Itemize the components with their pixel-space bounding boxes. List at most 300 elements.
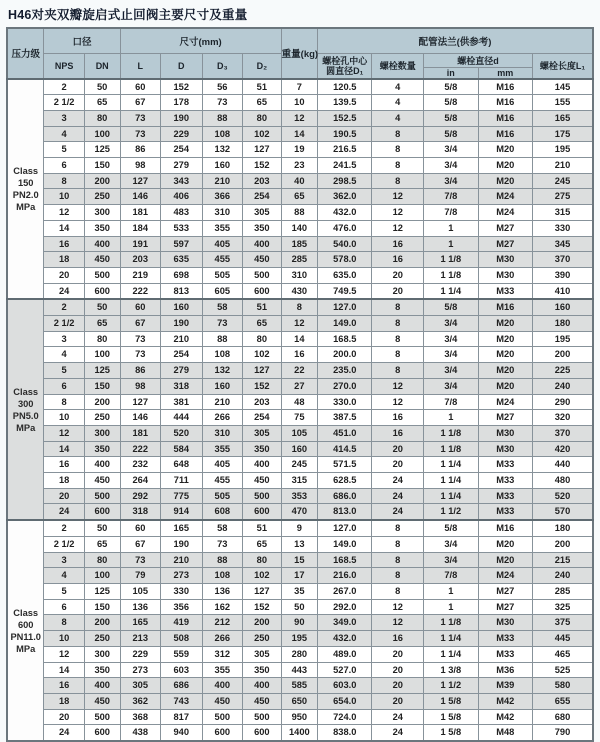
cell-bolt-circle-d1: 235.0 (318, 363, 372, 379)
cell-bolt-length: 465 (533, 646, 593, 662)
header-bolt-circle-line1: 螺栓孔中心 (322, 55, 368, 66)
cell-bolt-dia-mm: M33 (478, 457, 532, 473)
cell-bolt-dia-in: 1 1/4 (424, 488, 478, 504)
cell-bolt-dia-in: 3/4 (424, 552, 478, 568)
cell-dn: 65 (84, 536, 120, 552)
cell-d2: 127 (243, 142, 282, 158)
cell-d3: 108 (202, 568, 242, 584)
cell-d: 584 (160, 441, 202, 457)
cell-weight: 14 (281, 331, 317, 347)
table-row (7, 473, 593, 489)
cell-bolt-qty: 8 (372, 584, 424, 600)
cell-d3: 455 (202, 252, 242, 268)
cell-weight: 17 (281, 568, 317, 584)
cell-bolt-dia-mm: M33 (478, 646, 532, 662)
cell-bolt-length: 375 (533, 615, 593, 631)
cell-bolt-circle-d1: 152.5 (318, 110, 372, 126)
cell-bolt-circle-d1: 149.0 (318, 536, 372, 552)
cell-bolt-dia-in: 5/8 (424, 520, 478, 536)
pressure-class-line: 150 (17, 177, 34, 188)
cell-bolt-qty: 8 (372, 299, 424, 315)
cell-bolt-dia-in: 7/8 (424, 568, 478, 584)
cell-weight: 12 (281, 316, 317, 332)
cell-bolt-dia-in: 1 1/8 (424, 615, 478, 631)
table-row (7, 584, 593, 600)
cell-d: 508 (160, 631, 202, 647)
cell-bolt-dia-mm: M16 (478, 95, 532, 111)
cell-d3: 73 (202, 316, 242, 332)
cell-l: 181 (120, 425, 160, 441)
cell-bolt-dia-in: 3/4 (424, 347, 478, 363)
cell-nps: 24 (44, 504, 84, 520)
cell-bolt-length: 315 (533, 205, 593, 221)
cell-dn: 150 (84, 378, 120, 394)
cell-bolt-dia-mm: M48 (478, 725, 532, 741)
cell-bolt-qty: 16 (372, 410, 424, 426)
cell-nps: 16 (44, 457, 84, 473)
cell-l: 86 (120, 142, 160, 158)
cell-bolt-dia-mm: M24 (478, 189, 532, 205)
cell-d: 356 (160, 599, 202, 615)
cell-weight: 650 (281, 693, 317, 709)
cell-bolt-qty: 8 (372, 520, 424, 536)
cell-d2: 350 (243, 220, 282, 236)
cell-d: 775 (160, 488, 202, 504)
cell-bolt-qty: 16 (372, 252, 424, 268)
cell-dn: 500 (84, 488, 120, 504)
cell-bolt-dia-in: 1 5/8 (424, 709, 478, 725)
cell-bolt-qty: 20 (372, 662, 424, 678)
cell-dn: 80 (84, 110, 120, 126)
table-row (7, 267, 593, 283)
cell-bolt-length: 420 (533, 441, 593, 457)
cell-bolt-qty: 8 (372, 316, 424, 332)
cell-l: 213 (120, 631, 160, 647)
cell-d3: 56 (202, 79, 242, 95)
cell-weight: 140 (281, 220, 317, 236)
cell-weight: 160 (281, 441, 317, 457)
cell-bolt-qty: 16 (372, 631, 424, 647)
cell-bolt-length: 240 (533, 378, 593, 394)
table-row (7, 110, 593, 126)
cell-d2: 500 (243, 267, 282, 283)
cell-weight: 40 (281, 173, 317, 189)
cell-d: 210 (160, 331, 202, 347)
cell-d2: 450 (243, 473, 282, 489)
table-header (7, 28, 593, 79)
cell-bolt-length: 580 (533, 678, 593, 694)
cell-nps: 4 (44, 126, 84, 142)
cell-weight: 75 (281, 410, 317, 426)
cell-dn: 200 (84, 394, 120, 410)
cell-nps: 8 (44, 173, 84, 189)
cell-d2: 102 (243, 126, 282, 142)
table-row (7, 173, 593, 189)
cell-l: 127 (120, 394, 160, 410)
cell-bolt-dia-mm: M39 (478, 678, 532, 694)
cell-d3: 400 (202, 678, 242, 694)
cell-bolt-qty: 8 (372, 158, 424, 174)
cell-d3: 210 (202, 394, 242, 410)
cell-l: 60 (120, 79, 160, 95)
cell-d3: 132 (202, 363, 242, 379)
pressure-class-cell (7, 299, 44, 520)
cell-l: 318 (120, 504, 160, 520)
cell-d2: 51 (243, 520, 282, 536)
cell-d2: 102 (243, 568, 282, 584)
cell-dn: 300 (84, 425, 120, 441)
cell-bolt-circle-d1: 432.0 (318, 205, 372, 221)
cell-nps: 6 (44, 599, 84, 615)
table-row (7, 95, 593, 111)
cell-bolt-dia-mm: M16 (478, 520, 532, 536)
cell-bolt-qty: 8 (372, 568, 424, 584)
cell-bolt-qty: 4 (372, 95, 424, 111)
table-row (7, 378, 593, 394)
cell-d: 813 (160, 283, 202, 299)
cell-d: 190 (160, 316, 202, 332)
cell-weight: 7 (281, 79, 317, 95)
cell-weight: 353 (281, 488, 317, 504)
cell-bolt-qty: 20 (372, 267, 424, 283)
table-row (7, 331, 593, 347)
cell-nps: 10 (44, 189, 84, 205)
cell-bolt-dia-mm: M16 (478, 126, 532, 142)
cell-dn: 100 (84, 568, 120, 584)
header-d2: D₂ (243, 53, 282, 79)
cell-bolt-dia-mm: M27 (478, 410, 532, 426)
table-row (7, 189, 593, 205)
cell-d: 152 (160, 79, 202, 95)
cell-bolt-dia-in: 1 (424, 220, 478, 236)
cell-d2: 400 (243, 457, 282, 473)
cell-bolt-length: 790 (533, 725, 593, 741)
cell-l: 73 (120, 110, 160, 126)
cell-bolt-dia-mm: M27 (478, 220, 532, 236)
cell-bolt-length: 525 (533, 662, 593, 678)
table-row (7, 220, 593, 236)
cell-d2: 51 (243, 79, 282, 95)
cell-d3: 162 (202, 599, 242, 615)
cell-bolt-dia-in: 3/4 (424, 173, 478, 189)
cell-dn: 350 (84, 441, 120, 457)
cell-bolt-length: 445 (533, 631, 593, 647)
cell-bolt-length: 180 (533, 316, 593, 332)
cell-weight: 185 (281, 236, 317, 252)
cell-d: 190 (160, 110, 202, 126)
cell-bolt-circle-d1: 127.0 (318, 299, 372, 315)
cell-dn: 350 (84, 662, 120, 678)
cell-weight: 48 (281, 394, 317, 410)
cell-d3: 505 (202, 267, 242, 283)
header-bolt-length: 螺栓长度L₁ (533, 53, 593, 79)
cell-bolt-qty: 12 (372, 220, 424, 236)
cell-d2: 400 (243, 236, 282, 252)
cell-nps: 18 (44, 473, 84, 489)
cell-d3: 355 (202, 662, 242, 678)
cell-d2: 254 (243, 189, 282, 205)
cell-nps: 5 (44, 584, 84, 600)
cell-weight: 315 (281, 473, 317, 489)
cell-d3: 160 (202, 378, 242, 394)
cell-bolt-circle-d1: 168.5 (318, 331, 372, 347)
cell-d: 381 (160, 394, 202, 410)
cell-d: 914 (160, 504, 202, 520)
cell-bolt-length: 520 (533, 488, 593, 504)
pressure-class-cell (7, 79, 44, 300)
cell-nps: 2 1/2 (44, 536, 84, 552)
cell-d3: 310 (202, 205, 242, 221)
cell-bolt-length: 195 (533, 142, 593, 158)
cell-d: 254 (160, 142, 202, 158)
cell-bolt-qty: 16 (372, 236, 424, 252)
cell-dn: 250 (84, 410, 120, 426)
cell-weight: 15 (281, 552, 317, 568)
cell-bolt-qty: 8 (372, 536, 424, 552)
cell-weight: 585 (281, 678, 317, 694)
table-row (7, 552, 593, 568)
cell-d3: 405 (202, 457, 242, 473)
cell-dn: 250 (84, 631, 120, 647)
cell-dn: 300 (84, 646, 120, 662)
cell-bolt-length: 440 (533, 457, 593, 473)
cell-nps: 4 (44, 347, 84, 363)
cell-l: 86 (120, 363, 160, 379)
cell-bolt-dia-mm: M30 (478, 267, 532, 283)
cell-bolt-dia-in: 7/8 (424, 189, 478, 205)
cell-l: 222 (120, 441, 160, 457)
cell-weight: 280 (281, 646, 317, 662)
cell-bolt-dia-in: 1 5/8 (424, 725, 478, 741)
cell-bolt-dia-in: 3/4 (424, 158, 478, 174)
cell-bolt-dia-in: 3/4 (424, 363, 478, 379)
cell-bolt-qty: 12 (372, 394, 424, 410)
cell-d: 686 (160, 678, 202, 694)
cell-d2: 350 (243, 441, 282, 457)
table-row (7, 425, 593, 441)
cell-d: 520 (160, 425, 202, 441)
cell-l: 305 (120, 678, 160, 694)
cell-bolt-qty: 20 (372, 283, 424, 299)
header-bolt-dia: 螺栓直径d (424, 53, 533, 67)
cell-bolt-dia-mm: M27 (478, 236, 532, 252)
cell-bolt-dia-mm: M20 (478, 173, 532, 189)
cell-bolt-circle-d1: 330.0 (318, 394, 372, 410)
cell-nps: 5 (44, 363, 84, 379)
cell-dn: 500 (84, 709, 120, 725)
cell-d2: 80 (243, 552, 282, 568)
table-row (7, 126, 593, 142)
cell-weight: 105 (281, 425, 317, 441)
cell-l: 191 (120, 236, 160, 252)
cell-dn: 450 (84, 252, 120, 268)
cell-d2: 500 (243, 488, 282, 504)
pressure-class-line: Class (13, 607, 39, 618)
header-bore: 口径 (44, 28, 120, 53)
cell-l: 184 (120, 220, 160, 236)
cell-weight: 88 (281, 205, 317, 221)
cell-d2: 305 (243, 425, 282, 441)
cell-bolt-circle-d1: 476.0 (318, 220, 372, 236)
pressure-class-line: MPa (16, 201, 36, 212)
table-row (7, 236, 593, 252)
cell-dn: 200 (84, 173, 120, 189)
cell-nps: 24 (44, 283, 84, 299)
cell-bolt-length: 370 (533, 425, 593, 441)
table-row (7, 725, 593, 741)
cell-nps: 5 (44, 142, 84, 158)
cell-dn: 600 (84, 504, 120, 520)
table-row (7, 363, 593, 379)
cell-d3: 73 (202, 536, 242, 552)
cell-dn: 450 (84, 693, 120, 709)
cell-l: 79 (120, 568, 160, 584)
cell-dn: 200 (84, 615, 120, 631)
cell-dn: 100 (84, 126, 120, 142)
cell-bolt-dia-mm: M33 (478, 504, 532, 520)
table-row (7, 678, 593, 694)
cell-bolt-dia-mm: M20 (478, 347, 532, 363)
cell-bolt-qty: 4 (372, 110, 424, 126)
table-row (7, 536, 593, 552)
cell-weight: 950 (281, 709, 317, 725)
cell-bolt-dia-in: 1 1/4 (424, 646, 478, 662)
cell-dn: 500 (84, 267, 120, 283)
cell-dn: 450 (84, 473, 120, 489)
cell-bolt-dia-in: 1 1/2 (424, 678, 478, 694)
cell-bolt-circle-d1: 540.0 (318, 236, 372, 252)
cell-d2: 600 (243, 504, 282, 520)
dimensions-table (6, 27, 594, 742)
cell-bolt-circle-d1: 635.0 (318, 267, 372, 283)
cell-bolt-dia-mm: M42 (478, 693, 532, 709)
cell-bolt-circle-d1: 127.0 (318, 520, 372, 536)
pressure-section (7, 299, 593, 520)
pressure-class-line: MPa (16, 422, 36, 433)
cell-bolt-qty: 8 (372, 347, 424, 363)
cell-d3: 132 (202, 142, 242, 158)
header-bolt-circle-line2: 圆直径D₁ (326, 65, 364, 76)
cell-d2: 305 (243, 205, 282, 221)
cell-bolt-qty: 24 (372, 473, 424, 489)
cell-nps: 12 (44, 646, 84, 662)
cell-bolt-length: 480 (533, 473, 593, 489)
cell-bolt-length: 655 (533, 693, 593, 709)
cell-nps: 16 (44, 236, 84, 252)
table-row (7, 252, 593, 268)
cell-dn: 100 (84, 347, 120, 363)
cell-nps: 14 (44, 662, 84, 678)
cell-bolt-circle-d1: 362.0 (318, 189, 372, 205)
cell-l: 273 (120, 662, 160, 678)
cell-bolt-length: 200 (533, 347, 593, 363)
cell-d3: 455 (202, 473, 242, 489)
cell-nps: 8 (44, 615, 84, 631)
cell-bolt-qty: 12 (372, 378, 424, 394)
cell-d: 483 (160, 205, 202, 221)
cell-d3: 88 (202, 331, 242, 347)
cell-d: 273 (160, 568, 202, 584)
cell-weight: 13 (281, 536, 317, 552)
cell-bolt-circle-d1: 120.5 (318, 79, 372, 95)
cell-d2: 450 (243, 693, 282, 709)
cell-bolt-dia-in: 1 (424, 599, 478, 615)
header-d3: D₃ (202, 53, 242, 79)
cell-dn: 400 (84, 457, 120, 473)
cell-bolt-circle-d1: 654.0 (318, 693, 372, 709)
cell-bolt-circle-d1: 414.5 (318, 441, 372, 457)
cell-d2: 80 (243, 331, 282, 347)
cell-bolt-dia-mm: M20 (478, 536, 532, 552)
table-row (7, 615, 593, 631)
cell-dn: 80 (84, 331, 120, 347)
cell-weight: 65 (281, 189, 317, 205)
cell-weight: 9 (281, 520, 317, 536)
cell-d: 635 (160, 252, 202, 268)
page-title: H46对夹双瓣旋启式止回阀主要尺寸及重量 (8, 8, 248, 22)
cell-dn: 350 (84, 220, 120, 236)
cell-weight: 195 (281, 631, 317, 647)
cell-weight: 8 (281, 299, 317, 315)
cell-d2: 500 (243, 709, 282, 725)
cell-nps: 3 (44, 110, 84, 126)
table-row (7, 520, 593, 536)
cell-l: 127 (120, 173, 160, 189)
cell-d2: 152 (243, 378, 282, 394)
cell-d2: 65 (243, 536, 282, 552)
cell-bolt-length: 165 (533, 110, 593, 126)
cell-bolt-qty: 20 (372, 457, 424, 473)
cell-weight: 443 (281, 662, 317, 678)
cell-d: 160 (160, 299, 202, 315)
cell-d2: 127 (243, 584, 282, 600)
pressure-section (7, 520, 593, 741)
cell-bolt-dia-in: 3/4 (424, 331, 478, 347)
cell-d2: 80 (243, 110, 282, 126)
cell-d2: 250 (243, 631, 282, 647)
cell-d3: 108 (202, 347, 242, 363)
cell-d: 229 (160, 126, 202, 142)
cell-l: 60 (120, 299, 160, 315)
cell-d3: 605 (202, 283, 242, 299)
cell-bolt-dia-mm: M20 (478, 158, 532, 174)
cell-d: 165 (160, 520, 202, 536)
cell-l: 73 (120, 552, 160, 568)
cell-d2: 65 (243, 316, 282, 332)
header-dn: DN (84, 53, 120, 79)
cell-bolt-length: 210 (533, 158, 593, 174)
table-row (7, 158, 593, 174)
cell-d3: 608 (202, 504, 242, 520)
cell-d3: 505 (202, 488, 242, 504)
cell-bolt-circle-d1: 216.0 (318, 568, 372, 584)
cell-d2: 65 (243, 95, 282, 111)
cell-bolt-circle-d1: 149.0 (318, 316, 372, 332)
cell-bolt-qty: 8 (372, 173, 424, 189)
cell-dn: 600 (84, 725, 120, 741)
header-nps: NPS (44, 53, 84, 79)
cell-dn: 150 (84, 599, 120, 615)
cell-bolt-circle-d1: 628.5 (318, 473, 372, 489)
pressure-class-line: 300 (17, 398, 34, 409)
cell-weight: 470 (281, 504, 317, 520)
cell-l: 219 (120, 267, 160, 283)
cell-bolt-circle-d1: 267.0 (318, 584, 372, 600)
header-bolt-circle (318, 53, 372, 79)
cell-bolt-length: 290 (533, 394, 593, 410)
header-flange: 配管法兰(供参考) (318, 28, 594, 53)
cell-bolt-dia-in: 3/4 (424, 316, 478, 332)
